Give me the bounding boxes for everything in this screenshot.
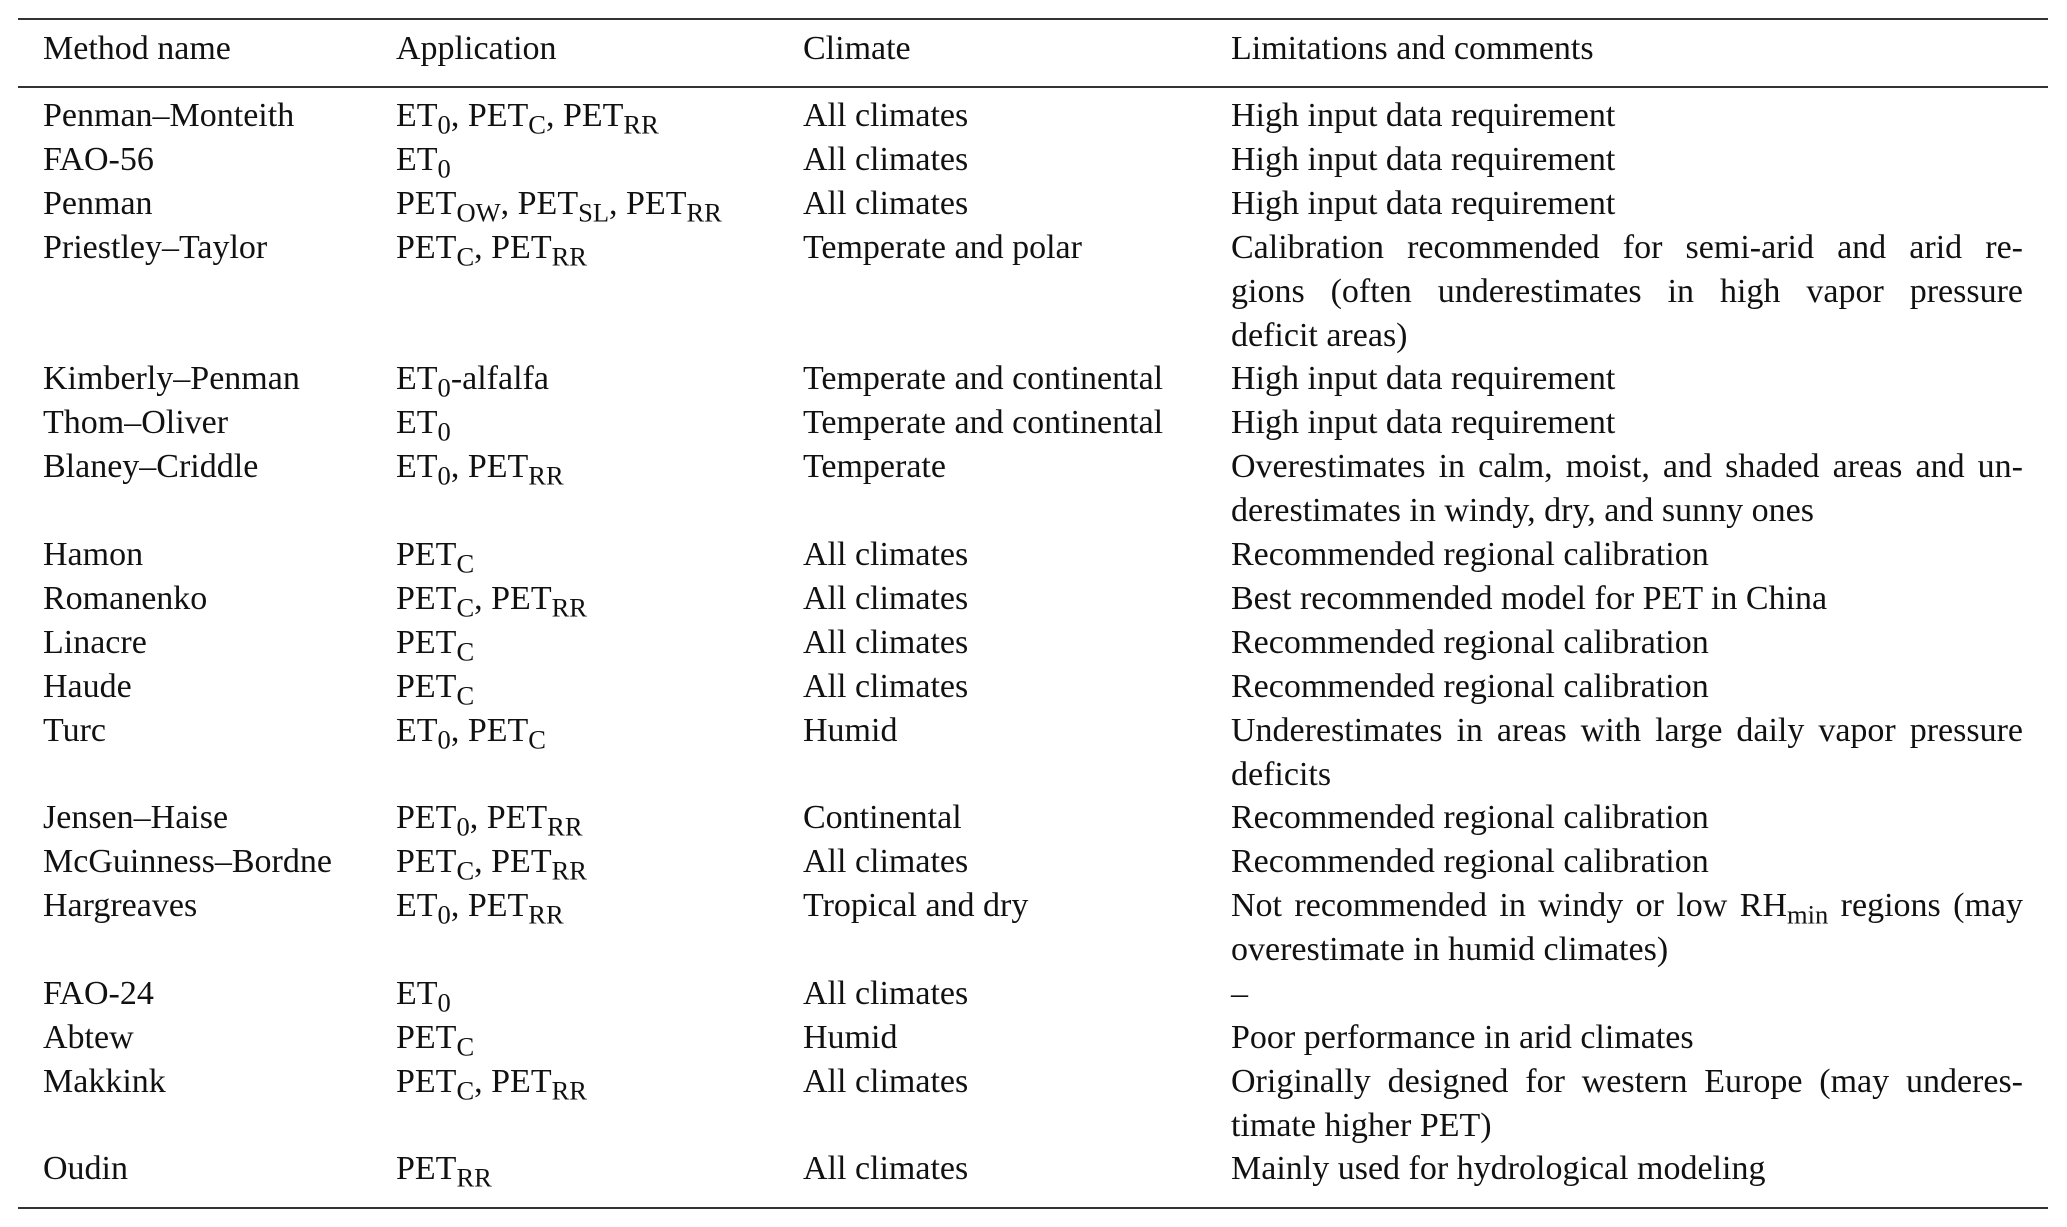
text-part: PET <box>396 799 457 837</box>
table-row <box>0 357 2067 401</box>
cell-method-name: Thom–Oliver <box>43 404 229 442</box>
text-part: Not recommended in windy or low RH <box>1231 887 1787 925</box>
comment-line: deficits <box>1231 755 1332 793</box>
cell-climate: All climates <box>803 97 969 134</box>
comment-line: Recommended regional calibration <box>1231 535 1709 573</box>
subscript: C <box>528 723 546 754</box>
subscript: 0 <box>437 899 451 930</box>
table-body <box>0 94 2067 1191</box>
cell-limitations <box>1231 1060 2023 1148</box>
cell-climate: All climates <box>803 579 969 617</box>
cell-limitations <box>1231 577 2023 621</box>
subscript: RR <box>623 109 659 140</box>
subscript: 0 <box>437 416 451 447</box>
text-part: PET <box>396 579 457 617</box>
cell-application <box>396 665 474 709</box>
cell-limitations <box>1231 1016 2023 1060</box>
text-part: , PET <box>450 887 529 925</box>
cell-limitations <box>1231 621 2023 665</box>
comment-line: High input data requirement <box>1231 97 1616 134</box>
cell-climate: All climates <box>803 140 969 178</box>
subscript: C <box>456 636 475 667</box>
subscript: C <box>456 855 475 886</box>
table-row <box>0 665 2067 709</box>
subscript: 0 <box>456 811 470 842</box>
text-part: PET <box>396 667 457 705</box>
cell-method-name: Jensen–Haise <box>43 799 229 837</box>
text-part: PET <box>396 1150 457 1188</box>
text-part: ET <box>396 140 438 178</box>
comment-line: Underestimates in areas with large daily vapor pressure <box>1231 711 2023 749</box>
cell-limitations <box>1231 665 2023 709</box>
subscript: RR <box>551 855 587 886</box>
cell-application <box>396 621 474 665</box>
cell-limitations <box>1231 182 2023 226</box>
cell-method-name: Hamon <box>43 535 144 573</box>
comment-line: Poor performance in arid climates <box>1231 1018 1694 1056</box>
text-part: , PET <box>450 711 529 749</box>
cell-climate: All climates <box>803 1150 969 1188</box>
cell-method-name: FAO-24 <box>43 974 154 1012</box>
table-row <box>0 972 2067 1016</box>
cell-method-name: Penman <box>43 184 153 222</box>
cell-application <box>396 226 587 270</box>
cell-climate: Temperate and continental <box>803 404 1164 442</box>
cell-method-name: McGuinness–Bordne <box>43 843 332 881</box>
cell-climate: Temperate <box>803 448 946 486</box>
text-part: PET <box>396 623 457 661</box>
text-part: ET <box>396 448 438 486</box>
subscript: C <box>456 1031 475 1062</box>
comment-line: – <box>1231 974 1248 1012</box>
table-row <box>0 621 2067 665</box>
cell-application <box>396 796 583 840</box>
table-row <box>0 1060 2067 1148</box>
text-part: PET <box>396 228 457 266</box>
text-part: PET <box>396 1018 457 1056</box>
cell-application <box>396 138 451 182</box>
table-row <box>0 709 2067 797</box>
comment-line: Recommended regional calibration <box>1231 623 1709 661</box>
text-part: ET <box>396 360 438 398</box>
cell-method-name: Blaney–Criddle <box>43 448 259 486</box>
subscript: RR <box>686 197 722 228</box>
cell-method-name: Priestley–Taylor <box>43 228 268 266</box>
text-part: , PET <box>450 448 529 486</box>
cell-climate: All climates <box>803 1062 969 1100</box>
text-part: , PET <box>474 228 552 266</box>
subscript: RR <box>547 811 583 842</box>
text-part: ET <box>396 97 438 134</box>
cell-application <box>396 1060 587 1104</box>
subscript: C <box>456 241 475 272</box>
cell-limitations <box>1231 533 2023 577</box>
cell-climate: All climates <box>803 535 969 573</box>
comment-line: High input data requirement <box>1231 360 1616 398</box>
subscript: C <box>456 680 475 711</box>
cell-limitations <box>1231 401 2023 445</box>
subscript: RR <box>551 241 587 272</box>
cell-application <box>396 1147 492 1191</box>
cell-application <box>396 401 451 445</box>
comment-line: High input data requirement <box>1231 184 1616 222</box>
cell-climate: All climates <box>803 184 969 222</box>
comment-line: Originally designed for western Europe (may underes- <box>1231 1062 2023 1100</box>
header-application: Application <box>396 30 557 67</box>
cell-application <box>396 709 546 753</box>
subscript: C <box>456 592 475 623</box>
comment-line: Recommended regional calibration <box>1231 843 1709 881</box>
text-part: PET <box>396 535 457 573</box>
subscript: RR <box>551 592 587 623</box>
cell-climate: Temperate and polar <box>803 228 1082 266</box>
table-row <box>0 182 2067 226</box>
subscript: 0 <box>437 987 451 1018</box>
table-header-rule <box>18 86 2048 88</box>
comment-line: gions (often underestimates in high vapor pressure <box>1231 272 2023 310</box>
cell-climate: All climates <box>803 667 969 705</box>
comment-line: Overestimates in calm, moist, and shaded areas and un- <box>1231 448 2023 486</box>
text-part: , PET <box>474 843 552 881</box>
text-part: -alfalfa <box>450 360 549 398</box>
cell-method-name: Linacre <box>43 623 147 661</box>
cell-application <box>396 182 722 226</box>
comment-line: High input data requirement <box>1231 404 1616 442</box>
subscript: 0 <box>437 460 451 491</box>
cell-method-name: Haude <box>43 667 132 705</box>
subscript: OW <box>456 197 501 228</box>
cell-climate: All climates <box>803 843 969 881</box>
text-part: ET <box>396 887 438 925</box>
table-row <box>0 401 2067 445</box>
subscript: C <box>528 109 546 140</box>
cell-limitations <box>1231 1147 2023 1191</box>
text-part: , PET <box>474 1062 552 1100</box>
cell-method-name: Abtew <box>43 1018 134 1056</box>
table-row <box>0 533 2067 577</box>
cell-climate: Tropical and dry <box>803 887 1029 925</box>
table-bottom-rule <box>18 1207 2048 1209</box>
cell-application <box>396 357 549 401</box>
subscript: SL <box>578 197 610 228</box>
text-part: regions (may <box>1828 887 2024 925</box>
comment-line: derestimates in windy, dry, and sunny ones <box>1231 492 1814 530</box>
cell-limitations <box>1231 884 2023 972</box>
header-limitations: Limitations and comments <box>1231 30 1594 67</box>
table-row <box>0 445 2067 533</box>
text-part: , PET <box>609 184 687 222</box>
cell-limitations <box>1231 357 2023 401</box>
cell-application <box>396 445 564 489</box>
subscript: min <box>1787 899 1829 930</box>
table-header-row <box>0 27 2067 71</box>
cell-climate: All climates <box>803 623 969 661</box>
cell-application <box>396 533 474 577</box>
subscript: C <box>456 1075 475 1106</box>
cell-limitations <box>1231 226 2023 358</box>
table-row <box>0 884 2067 972</box>
comment-line: Best recommended model for PET in China <box>1231 579 1828 617</box>
table-row <box>0 577 2067 621</box>
cell-limitations <box>1231 972 2023 1016</box>
subscript: 0 <box>437 153 451 184</box>
text-part: PET <box>396 1062 457 1100</box>
comment-line: deficit areas) <box>1231 316 1408 354</box>
cell-climate: Continental <box>803 799 962 837</box>
table-row <box>0 226 2067 358</box>
cell-climate: Humid <box>803 1018 898 1056</box>
cell-method-name: Turc <box>43 711 106 749</box>
cell-method-name: Oudin <box>43 1150 128 1188</box>
cell-limitations <box>1231 709 2023 797</box>
cell-method-name: Hargreaves <box>43 887 198 925</box>
cell-application <box>396 840 587 884</box>
comment-line: timate higher PET) <box>1231 1106 1492 1144</box>
header-climate: Climate <box>803 30 911 67</box>
cell-limitations <box>1231 138 2023 182</box>
subscript: 0 <box>437 723 451 754</box>
comment-line <box>1231 884 2023 928</box>
cell-method-name: FAO-56 <box>43 140 154 178</box>
comment-line: overestimate in humid climates) <box>1231 931 1669 969</box>
text-part: PET <box>396 184 457 222</box>
text-part: PET <box>396 843 457 881</box>
comment-line: High input data requirement <box>1231 140 1616 178</box>
text-part: ET <box>396 711 438 749</box>
cell-method-name: Kimberly–Penman <box>43 360 300 398</box>
subscript: RR <box>528 460 564 491</box>
cell-application <box>396 94 659 138</box>
table-row <box>0 138 2067 182</box>
text-part: , PET <box>545 97 624 134</box>
table-row <box>0 1016 2067 1060</box>
subscript: 0 <box>437 372 451 403</box>
text-part: , PET <box>500 184 579 222</box>
cell-climate: All climates <box>803 974 969 1012</box>
subscript: RR <box>528 899 564 930</box>
cell-method-name: Makkink <box>43 1062 166 1100</box>
table-top-rule <box>18 18 2048 20</box>
cell-limitations <box>1231 796 2023 840</box>
cell-limitations <box>1231 445 2023 533</box>
comment-line: Mainly used for hydrological modeling <box>1231 1150 1766 1188</box>
table-row <box>0 94 2067 138</box>
comment-line: Recommended regional calibration <box>1231 667 1709 705</box>
text-part: , PET <box>469 799 548 837</box>
cell-method-name: Penman–Monteith <box>43 97 295 134</box>
table-row <box>0 840 2067 884</box>
table-row <box>0 796 2067 840</box>
cell-limitations <box>1231 840 2023 884</box>
cell-application <box>396 884 564 928</box>
cell-application <box>396 577 587 621</box>
subscript: 0 <box>437 109 451 140</box>
subscript: RR <box>551 1075 587 1106</box>
cell-application <box>396 1016 474 1060</box>
subscript: C <box>456 548 475 579</box>
cell-climate: Temperate and continental <box>803 360 1164 398</box>
subscript: RR <box>456 1162 492 1193</box>
text-part: , PET <box>474 579 552 617</box>
header-method-name: Method name <box>43 30 231 67</box>
cell-method-name: Romanenko <box>43 579 208 617</box>
comment-line: Recommended regional calibration <box>1231 799 1709 837</box>
text-part: ET <box>396 974 438 1012</box>
table-row <box>0 1147 2067 1191</box>
cell-limitations <box>1231 94 2023 138</box>
text-part: ET <box>396 404 438 442</box>
cell-climate: Humid <box>803 711 898 749</box>
comment-line: Calibration recommended for semi-arid and arid re- <box>1231 228 2023 266</box>
text-part: , PET <box>450 97 529 134</box>
cell-application <box>396 972 451 1016</box>
